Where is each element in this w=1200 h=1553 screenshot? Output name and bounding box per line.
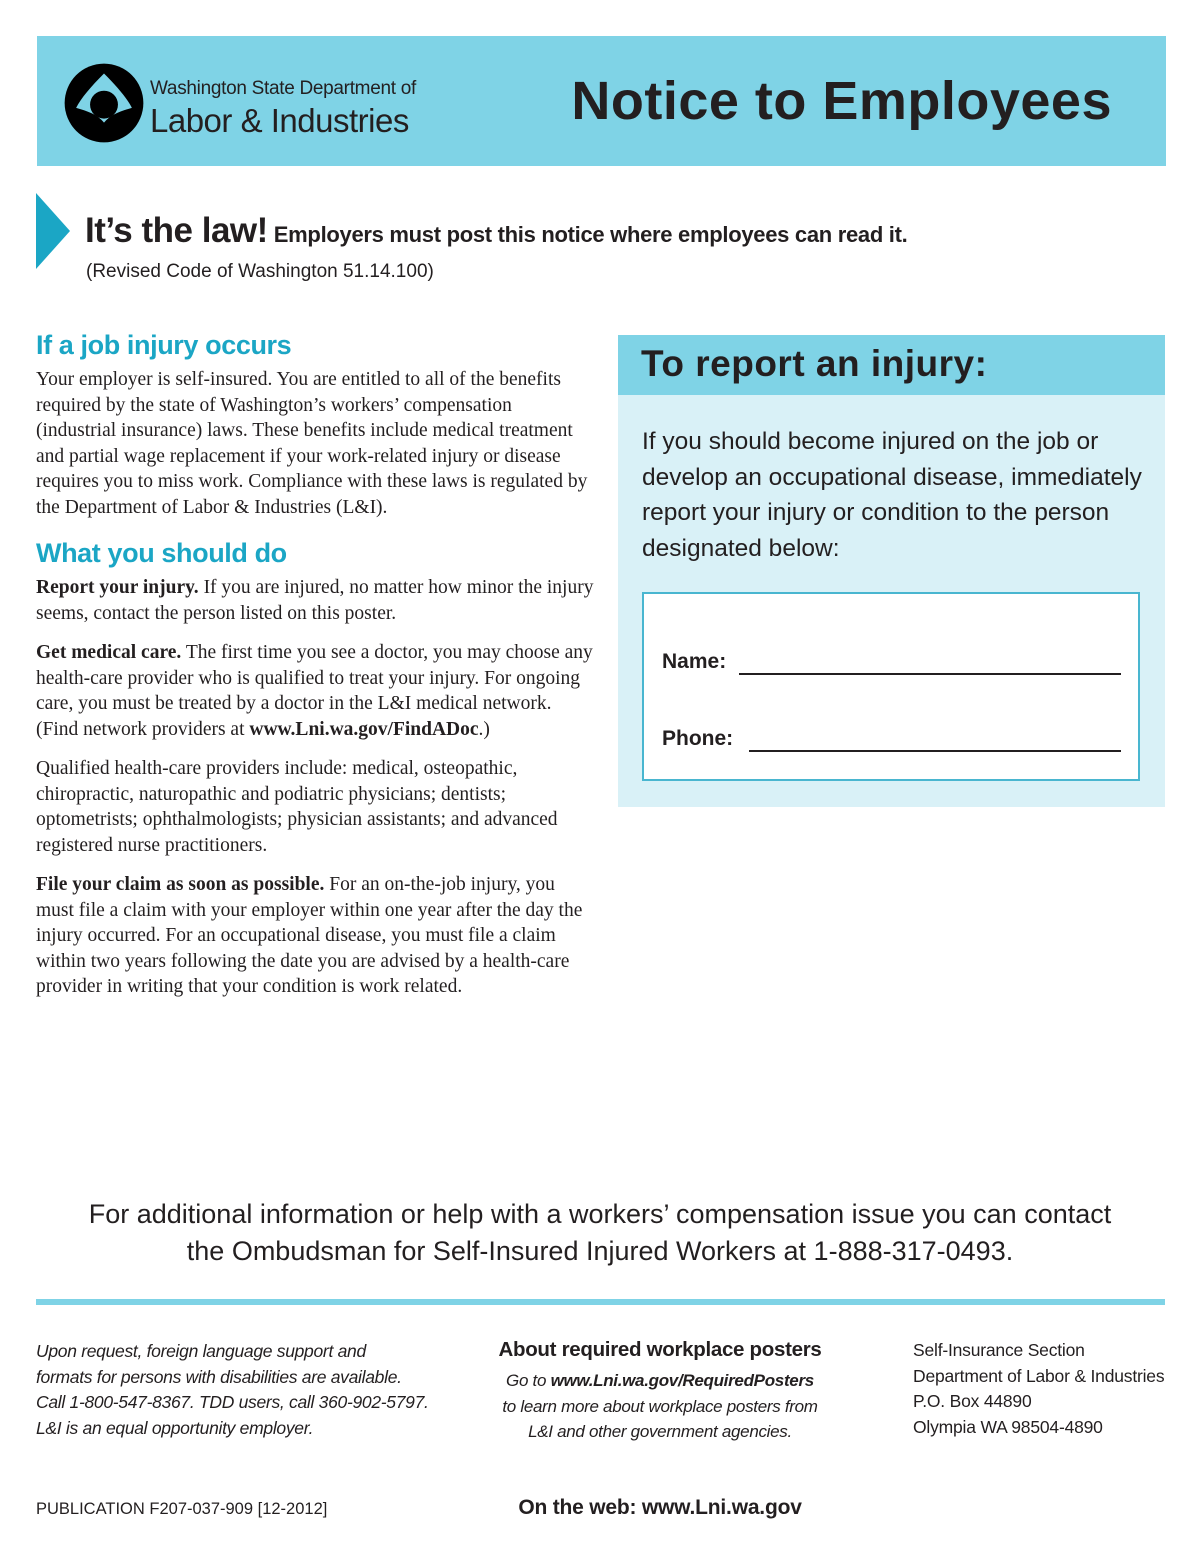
report-instructions: If you should become injured on the job or develop an occupational disease, immediately report your injury or condition to the person designated below: [642,428,1142,562]
law-subline: Employers must post this notice where employees can read it. [273,222,908,247]
posters-prefix: Go to [506,1371,551,1390]
report-panel [618,335,1165,807]
header-banner [37,36,1166,166]
medical-tail: .) [478,718,490,740]
phone-label: Phone: [662,727,734,750]
claim-lead: File your claim as soon as possible. [36,874,325,895]
accessibility-line: formats for persons with disabilities are available. [36,1366,402,1387]
posters-text [470,1368,850,1445]
left-column [36,330,596,1000]
ombudsman-info [60,1196,1140,1270]
medical-lead: Get medical care. [36,642,182,663]
footer-divider [36,1299,1165,1305]
report-title: To report an injury: [641,343,988,384]
address-line: Self-Insurance Section [913,1340,1085,1360]
findadoc-link[interactable]: www.Lni.wa.gov/FindADoc [249,718,479,740]
address-line: Department of Labor & Industries [913,1365,1165,1386]
agency-name-line1: Washington State Department of [150,78,416,99]
accessibility-line: L&I is an equal opportunity employer. [36,1417,314,1438]
mailing-address [913,1338,1164,1440]
law-headline: It’s the law! [85,211,268,250]
accessibility-line: Upon request, foreign language support and [36,1341,366,1361]
website-link[interactable]: On the web: www.Lni.wa.gov [518,1496,802,1519]
todo-heading: What you should do [36,538,287,568]
medical-paragraph [36,640,596,742]
ombudsman-line2: the Ombudsman for Self-Insured Injured Workers at 1-888-317-0493. [186,1236,1014,1266]
injury-heading: If a job injury occurs [36,330,292,360]
providers-paragraph: Qualified health-care providers include: medical, osteopathic, chiropractic, naturopathic and podiatric physicians; dentists; optometrists; ophthalmologists; physician assistants; and advanced registered nurse practitioners. [36,758,558,856]
contact-form-box [642,592,1140,781]
phone-line[interactable] [749,750,1121,752]
law-citation: (Revised Code of Washington 51.14.100) [86,261,434,282]
agency-name-line2: Labor & Industries [150,102,409,139]
report-title-band [618,335,1165,395]
law-notice [85,211,907,251]
report-paragraph [36,575,596,626]
claim-text: For an on-the-job injury, you must file a claim with your employer within one year after the day the injury occurred. For an occupational disease, you must file a claim within two years following the date you are advised by a health-care provider in writing that your condition is work related. [36,874,583,997]
report-text: If you are injured, no matter how minor the injury seems, contact the person listed on this poster. [36,577,594,624]
address-line: P.O. Box 44890 [913,1391,1032,1411]
accessibility-notice [36,1339,429,1441]
posters-line2: to learn more about workplace posters from [502,1396,818,1416]
posters-title: About required workplace posters [498,1338,822,1361]
report-lead: Report your injury. [36,577,199,598]
lni-logo-icon [63,62,145,144]
required-posters-link[interactable]: www.Lni.wa.gov/RequiredPosters [550,1371,814,1390]
page-title: Notice to Employees [571,71,1112,131]
arrow-right-icon [36,193,70,269]
accessibility-line: Call 1-800-547-8367. TDD users, call 360-902-5797. [36,1392,429,1412]
posters-info [470,1338,850,1445]
medical-text: The first time you see a doctor, you may choose any health-care provider who is qualified to treat your injury. For ongoing care, you must be treated by a doctor in the L&I medical network. (Find network providers at [36,642,593,740]
name-line[interactable] [739,673,1121,675]
name-label: Name: [662,650,727,673]
injury-text: Your employer is self-insured. You are entitled to all of the benefits required by the state of Washington’s workers’ compensation (industrial insurance) laws. These benefits include medical treatment and partial wage replacement if your work-related injury or disease requires you to miss work. Compliance with these laws is regulated by the Department of Labor & Industries (L&I). [36,369,588,518]
claim-paragraph [36,872,596,1000]
posters-line3: L&I and other government agencies. [528,1422,792,1441]
address-line: Olympia WA 98504-4890 [913,1416,1103,1437]
ombudsman-line1: For additional information or help with a workers’ compensation issue you can contact [88,1199,1112,1229]
publication-number: PUBLICATION F207-037-909 [12-2012] [36,1500,328,1518]
